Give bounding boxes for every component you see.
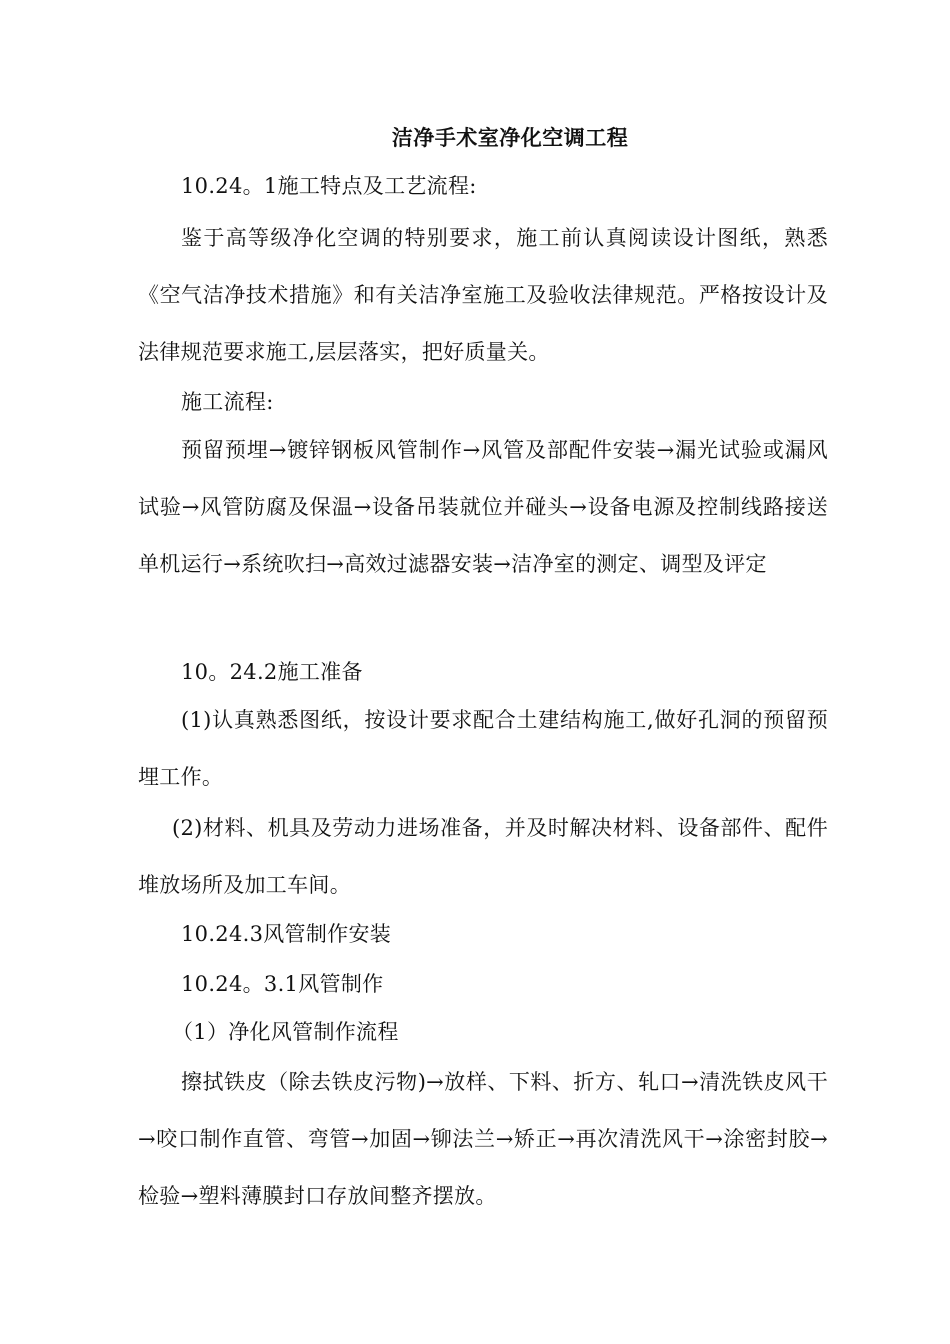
paragraph-intro: 鉴于高等级净化空调的特别要求，施工前认真阅读设计图纸，熟悉《空气洁净技术措施》和有关洁净室施工及验收法律规范。严格按设计及法律规范要求施工,层层落实，把好质量关。	[138, 226, 828, 364]
paragraph-flow-steps: 预留预埋→镀锌钢板风管制作→风管及部配件安装→漏光试验或漏风试验→风管防腐及保温→设备吊装就位并碰头→设备电源及控制线路接送单机运行→系统吹扫→高效过滤器安装→洁净室的测定、调型及评定	[138, 438, 828, 576]
paragraph-duct-flow-steps: 擦拭铁皮（除去铁皮污物)→放样、下料、折方、轧口→清洗铁皮风干→咬口制作直管、弯管→加固→铆法兰→矫正→再次清洗风干→涂密封胶→检验→塑料薄膜封口存放间整齐摆放。	[138, 1070, 828, 1208]
paragraph-prep-1: (1)认真熟悉图纸，按设计要求配合土建结构施工,做好孔洞的预留预埋工作。	[138, 708, 828, 789]
section-heading-10-24-2: 10。24.2施工准备	[181, 660, 363, 684]
section-heading-10-24-3: 10.24.3风管制作安装	[181, 922, 392, 946]
section-heading-10-24-1: 10.24。1施工特点及工艺流程:	[181, 174, 477, 198]
paragraph-flow-label: 施工流程:	[181, 390, 274, 414]
document-title: 洁净手术室净化空调工程	[391, 125, 629, 150]
paragraph-duct-flow-label: （1）净化风管制作流程	[172, 1020, 399, 1044]
paragraph-prep-2: (2)材料、机具及劳动力进场准备，并及时解决材料、设备部件、配件堆放场所及加工车间。	[138, 816, 828, 897]
section-heading-10-24-3-1: 10.24。3.1风管制作	[181, 972, 384, 996]
